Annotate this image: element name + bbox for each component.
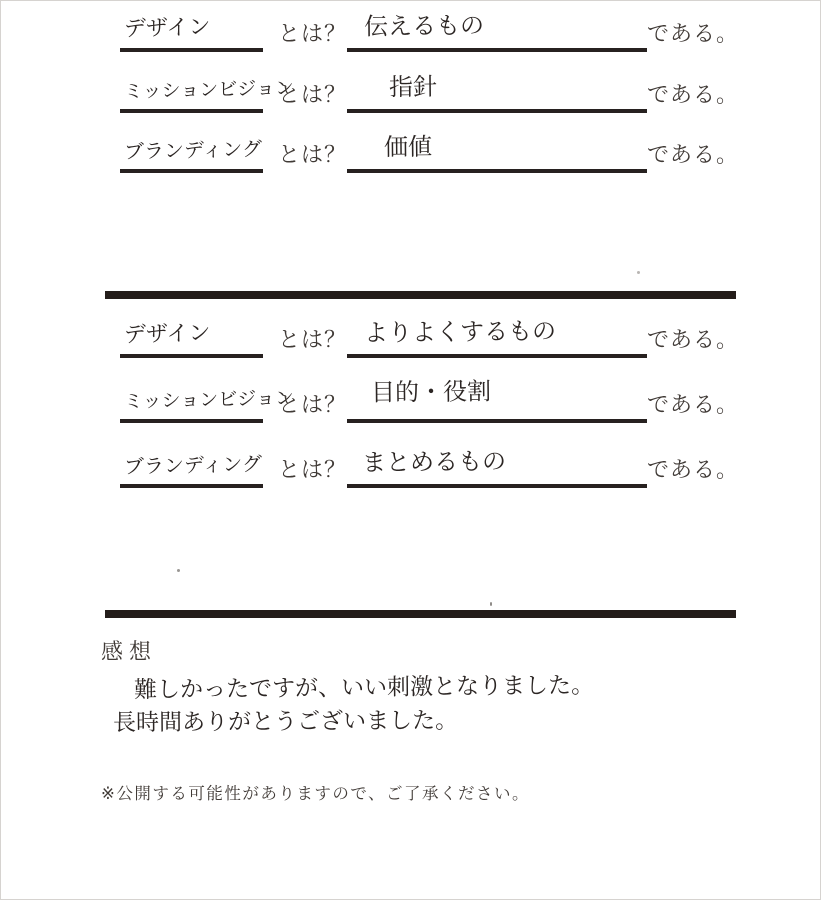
definition-row xyxy=(1,125,821,175)
answer-underline xyxy=(347,354,647,358)
suffix-label: である。 xyxy=(647,327,740,352)
scan-speck xyxy=(637,271,640,274)
suffix-label: である。 xyxy=(647,457,740,482)
suffix-label: である。 xyxy=(647,21,740,46)
term-handwritten: デザイン xyxy=(123,15,211,42)
section-divider xyxy=(105,610,736,618)
prompt-label: とは？ xyxy=(278,142,348,167)
term-underline xyxy=(120,484,263,488)
prompt-label: とは？ xyxy=(278,457,348,482)
prompt-label: とは？ xyxy=(278,21,348,46)
answer-underline xyxy=(347,48,647,52)
feedback-heading: 感想 xyxy=(101,639,158,664)
answer-handwritten: 伝えるもの xyxy=(363,11,485,41)
scan-speck xyxy=(177,569,180,572)
answer-underline xyxy=(347,419,647,423)
answer-handwritten: 価値 xyxy=(383,132,433,162)
term-underline xyxy=(120,109,263,113)
answer-underline xyxy=(347,109,647,113)
answer-handwritten: よりよくするもの xyxy=(363,316,557,348)
suffix-label: である。 xyxy=(647,392,740,417)
feedback-line: 長時間ありがとうございました。 xyxy=(112,707,459,737)
suffix-label: である。 xyxy=(647,82,740,107)
term-handwritten: ブランディング xyxy=(123,136,263,164)
feedback-line: 難しかったですが、いい刺激となりました。 xyxy=(133,672,595,704)
prompt-label: とは？ xyxy=(278,392,348,417)
answer-handwritten: まとめるもの xyxy=(361,447,507,477)
answer-handwritten: 目的・役割 xyxy=(370,377,492,407)
definition-row xyxy=(1,310,821,360)
answer-underline xyxy=(347,169,647,173)
definition-row xyxy=(1,4,821,54)
answer-handwritten: 指針 xyxy=(388,72,438,102)
answer-underline xyxy=(347,484,647,488)
definition-row xyxy=(1,375,821,425)
suffix-label: である。 xyxy=(647,142,740,167)
term-handwritten: ミッションビジョン xyxy=(123,77,295,103)
scan-speck xyxy=(490,602,492,606)
section-divider xyxy=(105,291,736,299)
term-handwritten: デザイン xyxy=(123,321,211,348)
disclosure-note: ※公開する可能性がありますので、ご了承ください。 xyxy=(101,785,530,803)
term-underline xyxy=(120,169,263,173)
definition-row xyxy=(1,440,821,490)
term-underline xyxy=(120,419,263,423)
term-underline xyxy=(120,354,263,358)
term-underline xyxy=(120,48,263,52)
definition-row xyxy=(1,65,821,115)
term-handwritten: ミッションビジョン xyxy=(123,387,295,413)
prompt-label: とは？ xyxy=(278,82,348,107)
term-handwritten: ブランディング xyxy=(123,451,263,479)
prompt-label: とは？ xyxy=(278,327,348,352)
